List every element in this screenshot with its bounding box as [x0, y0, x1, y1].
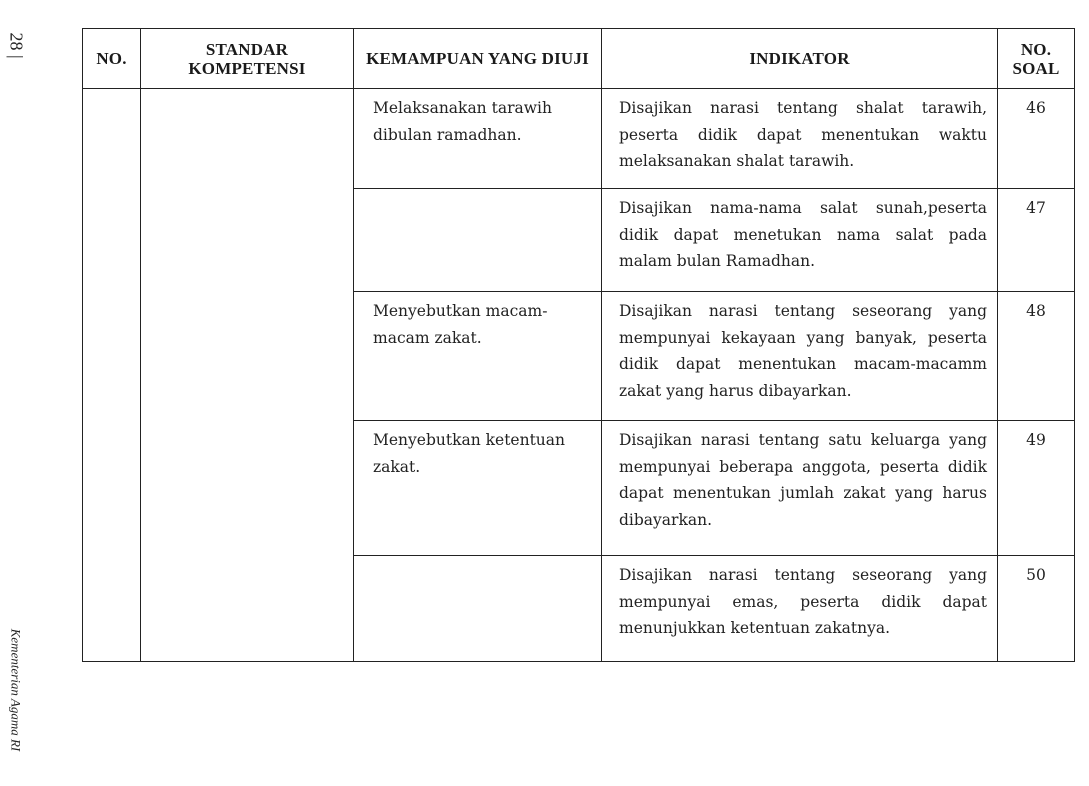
header-no: NO. — [83, 29, 141, 89]
page-number-text: 28 | — [6, 31, 27, 59]
cell-no-soal: 47 — [998, 189, 1075, 292]
cell-indikator: Disajikan nama-nama salat sunah,peserta didik dapat menetukan nama salat pada malam bulan Ramadhan. — [602, 189, 998, 292]
cell-kemampuan: Melaksanakan tarawih dibulan ramadhan. — [354, 89, 602, 189]
cell-no-soal: 48 — [998, 292, 1075, 421]
cell-no-soal: 50 — [998, 556, 1075, 662]
page-number — [2, 22, 30, 68]
table-header-row — [83, 29, 1075, 89]
header-indikator: INDIKATOR — [602, 29, 998, 89]
running-footer-text: Kementerian Agama RI — [8, 628, 23, 752]
cell-indikator: Disajikan narasi tentang shalat tarawih, peserta didik dapat menentukan waktu melaksanakan shalat tarawih. — [602, 89, 998, 189]
cell-no-soal: 49 — [998, 421, 1075, 556]
header-kemampuan-yang-diuji: KEMAMPUAN YANG DIUJI — [354, 29, 602, 89]
cell-no — [83, 89, 141, 662]
cell-no-soal: 46 — [998, 89, 1075, 189]
cell-kemampuan: Menyebutkan macam-macam zakat. — [354, 292, 602, 421]
kisi-kisi-table — [82, 28, 1075, 662]
cell-standar-kompetensi — [141, 89, 354, 662]
running-footer — [3, 610, 27, 770]
cell-kemampuan: Menyebutkan ketentuan zakat. — [354, 421, 602, 556]
cell-kemampuan — [354, 189, 602, 292]
cell-indikator: Disajikan narasi tentang seseorang yang mempunyai kekayaan yang banyak, peserta didik dapat menentukan macam-macamm zakat yang harus dibayarkan. — [602, 292, 998, 421]
header-no-soal: NO. SOAL — [998, 29, 1075, 89]
header-standar-kompetensi: STANDAR KOMPETENSI — [141, 29, 354, 89]
cell-indikator: Disajikan narasi tentang seseorang yang mempunyai emas, peserta didik dapat menunjukkan ketentuan zakatnya. — [602, 556, 998, 662]
cell-kemampuan — [354, 556, 602, 662]
table-row — [83, 89, 1075, 189]
cell-indikator: Disajikan narasi tentang satu keluarga yang mempunyai beberapa anggota, peserta didik dapat menentukan jumlah zakat yang harus dibayarkan. — [602, 421, 998, 556]
